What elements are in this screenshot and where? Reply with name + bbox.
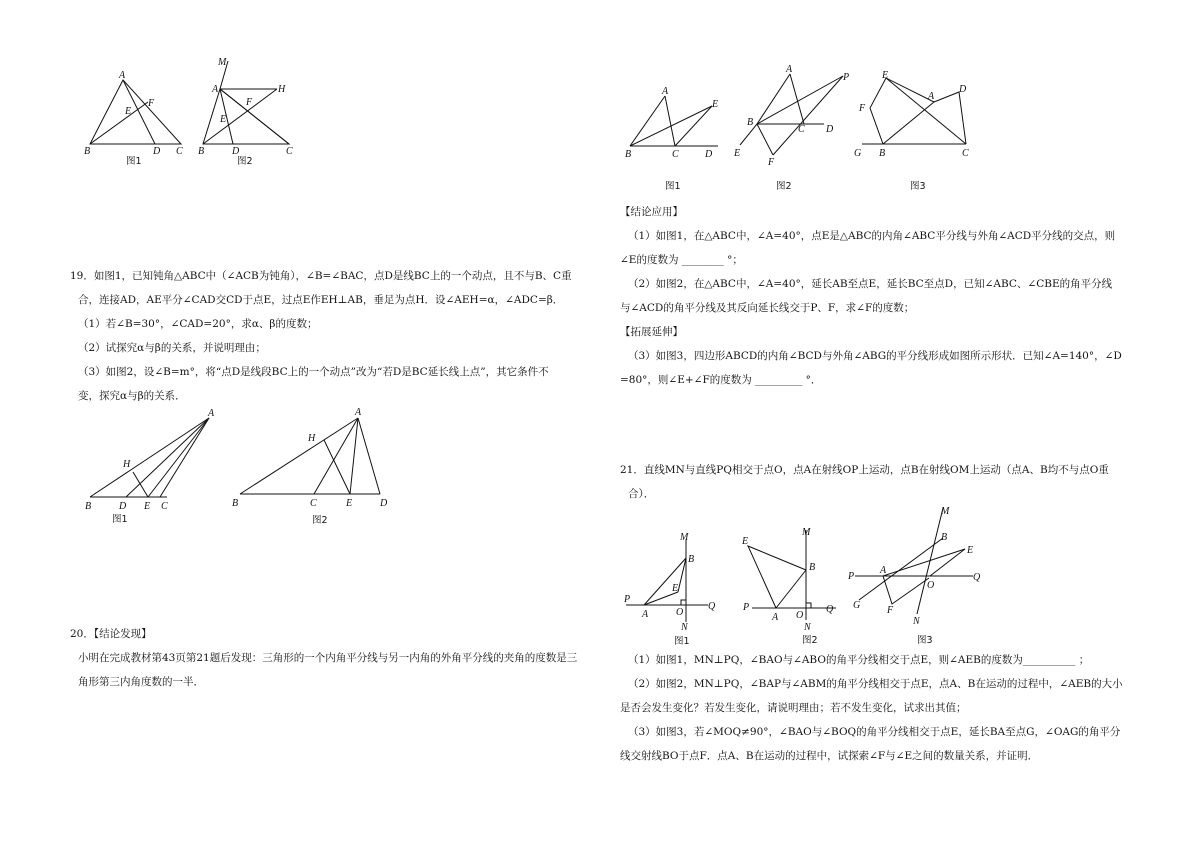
segment-ab [757,74,790,124]
q20-part-3-line-2: =80°，则∠E+∠F的度数为 _________ °． [620,374,822,386]
q19-figure-1 [82,405,222,534]
q21-stem-text [620,458,1180,506]
label-c: C [310,498,317,509]
q21-stem-line-1: 21．直线MN与直线PQ相交于点O，点A在射线OP上运动，点B在射线OM上运动（点A、B均不与点O重 [620,464,1109,476]
path-a-e-b [748,546,806,608]
q19-text [70,264,600,408]
q19-part-3-line-1: （3）如图2，设∠B=m°，将“点D是线段BC上的一个动点”改为“若D是BC延长线上点”，其它条件不 [78,366,549,378]
label-c: C [798,124,805,135]
label-a: A [662,86,669,97]
q20-figure-1 [620,82,730,201]
q21-figure-2-drawing [738,520,838,650]
label-b: B [941,532,948,543]
label-e: E [742,536,749,547]
q19-figure-1-drawing [82,405,222,530]
label-a: A [786,64,793,75]
label-f: F [246,97,253,108]
figure-caption: 图2 [312,515,328,526]
segment-be [630,106,712,146]
figure-caption: 图3 [910,181,926,192]
label-n: N [804,622,811,633]
label-o: O [927,580,935,591]
label-g: G [854,148,862,159]
segment-oe [930,549,965,576]
segment-ad [358,418,380,494]
q18-figure-1-drawing [80,70,190,170]
q20-intro-line-1: 小明在完成教材第43页第21题后发现：三角形的一个内角平分线与另一内角的外角平分线的夹角的度数是三 [78,652,578,664]
label-e: E [712,99,719,110]
label-a: A [772,612,779,623]
label-d: D [153,146,161,157]
q19-part-2: （2）试探究α与β的关系，并说明理由； [78,342,266,354]
label-d: D [119,501,127,512]
label-b: B [625,149,632,160]
q20-intro-text [70,622,600,694]
label-f: F [148,98,155,109]
label-b: B [85,501,92,512]
q20-apply-heading: 【结论应用】 [620,206,683,218]
q21-part-1: （1）如图1，MN⊥PQ，∠BAO与∠ABO的角平分线相交于点E，则∠AEB的度数为__________ ； [628,654,1090,666]
q20-intro-line-2: 角形第三内角度数的一半． [78,676,204,688]
label-e: E [125,106,132,117]
segment-ab [776,570,806,608]
label-n: N [913,616,920,627]
q21-part-2-line-1: （2）如图2，MN⊥PQ，∠BAP与∠ABM的角平分线相交于点E，点A、B在运动的过程中，∠AEB的大小 [628,678,1123,690]
label-c: C [672,149,679,160]
label-e: E [220,114,227,125]
segment-ec [886,78,966,144]
q21-questions-text [620,648,1180,768]
q20-figure-2-drawing [728,62,858,197]
q21-figure-3-drawing [845,502,995,650]
label-e: E [882,70,889,81]
label-e: E [346,498,353,509]
label-a: A [355,407,362,418]
label-b: B [688,554,695,565]
figure-caption: 图2 [802,635,818,646]
label-a: A [928,91,935,102]
label-c: C [962,148,969,159]
label-m: M [941,506,950,517]
label-b: B [809,562,816,573]
segment-bp [757,76,843,124]
label-m: M [680,532,689,543]
figure-caption: 图2 [776,181,792,192]
label-p: P [743,602,750,613]
label-d: D [826,124,834,135]
right-angle-mark [681,600,686,605]
segment-bh [203,89,277,144]
segment-ab [90,418,209,497]
segment-ac-inner [220,89,289,144]
label-c: C [176,146,183,157]
q18-figure-2-drawing [195,55,305,170]
q20-extend-heading: 【拓展延伸】 [620,326,683,338]
figure-caption: 图3 [917,635,933,646]
figure-caption: 图1 [126,156,142,167]
label-p: P [843,72,850,83]
q21-figure-1-drawing [620,530,720,650]
q21-figure-2 [738,520,838,654]
label-q: Q [973,572,981,583]
segment-ae [883,549,965,576]
label-d: D [705,149,713,160]
figure-caption: 图1 [665,181,681,192]
q20-questions-text [620,200,1180,392]
label-m: M [802,527,811,538]
q20-part-2-line-1: （2）如图2，在△ABC中，∠A=40°，延长AB至点E，延长BC至点D，已知∠ABC、∠CBE的角平分线 [628,278,1113,290]
label-e: E [672,583,679,594]
label-a: A [880,565,887,576]
label-d: D [232,146,240,157]
q19-part-3-line-2: 变，探究α与β的关系． [78,390,186,402]
label-a: A [119,70,126,81]
label-e: E [734,148,741,159]
q20-part-3-line-1: （3）如图3，四边形ABCD的内角∠BCD与外角∠ABG的平分线形成如图所示形状．已知∠A=140°，∠D [628,350,1122,362]
q20-part-2-line-2: 与∠ACD的角平分线及其反向延长线交于P、F，求∠F的度数； [620,302,915,314]
segment-ab [644,558,686,605]
q19-stem-line-1: 19．如图1，已知钝角△ABC中（∠ACB为钝角），∠B=∠BAC，点D是线BC上的一个动点，且不与B、C重 [70,270,572,282]
q20-part-1-line-2: ∠E的度数为 ________ °； [620,254,743,266]
label-p: P [624,594,631,605]
label-p: P [848,571,855,582]
label-q: Q [708,601,716,612]
label-e: E [144,501,151,512]
label-o: O [796,610,804,621]
label-b: B [84,146,91,157]
label-a: A [208,408,215,419]
segment-ac [665,96,675,146]
label-h: H [308,433,316,444]
label-b: B [879,148,886,159]
segment-ab [240,418,358,494]
label-d: D [380,498,388,509]
segment-ba [883,102,934,144]
q21-part-2-line-2: 是否会发生变化？若发生变化，请说明理由；若不发生变化，试求出其值； [620,702,967,714]
segment-ae [148,418,209,497]
q21-part-3-line-1: （3）如图3，若∠MOQ≠90°，∠BAO与∠BOQ的角平分线相交于点E，延长BA至点G，∠OAG的角平分 [628,726,1121,738]
segment-bf [757,124,773,155]
q20-heading: 20．【结论发现】 [70,628,152,640]
q21-figure-3 [845,502,995,654]
label-o: O [676,607,684,618]
q20-figure-1-drawing [620,82,730,197]
label-d: D [959,84,967,95]
figure-caption: 图1 [674,636,690,647]
q18-figure-1 [80,70,190,174]
label-f: F [887,605,894,616]
label-b: B [232,498,239,509]
label-n: N [681,622,688,633]
segment-ce [675,106,712,146]
segment-eh [324,440,350,494]
label-h: H [278,84,286,95]
segment-eh [133,472,148,497]
figure-caption: 图1 [112,514,128,525]
label-a: A [642,609,649,620]
label-g: G [853,600,861,611]
path-a-f-o [883,576,929,604]
q21-part-3-line-2: 线交射线BO于点F．点A、B在运动的过程中，试探索∠F与∠E之间的数量关系，并证明． [620,750,1039,762]
label-a: A [212,84,219,95]
q19-part-1: （1）若∠B=30°，∠CAD=20°，求α、β的度数； [78,318,318,330]
right-angle-mark [806,603,811,608]
segment-fp [773,76,843,155]
segment-bf [90,102,148,144]
label-f: F [859,103,866,114]
q21-figure-1 [620,530,720,654]
segment-ab [630,96,665,146]
q20-figure-3 [850,66,980,200]
q20-figure-2 [728,62,858,201]
q18-figure-2 [195,55,305,174]
label-f: F [768,157,775,168]
label-c: C [286,146,293,157]
label-c: C [161,501,168,512]
path-b-f-e-a [870,78,934,144]
label-h: H [123,459,131,470]
q19-figure-2-drawing [228,402,398,532]
figure-caption: 图2 [237,156,253,167]
q19-stem-line-2: 合，连接AD，AE平分∠CAD交CD于点E，过点E作EH⊥AB，垂足为点H．设∠AEH=α，∠ADC=β． [78,294,564,306]
label-b: B [747,117,754,128]
q20-figure-3-drawing [850,66,980,196]
path-a-d-c [934,92,966,144]
label-m: M [218,57,227,68]
label-b: B [198,146,205,157]
label-e: E [967,545,974,556]
q19-figure-2 [228,402,398,536]
label-q: Q [826,604,834,615]
q20-part-1-line-1: （1）如图1，在△ABC中，∠A=40°，点E是△ABC的内角∠ABC平分线与外角∠ACD平分线的交点，则 [628,230,1116,242]
q21-stem-line-2: 合）． [628,488,655,500]
